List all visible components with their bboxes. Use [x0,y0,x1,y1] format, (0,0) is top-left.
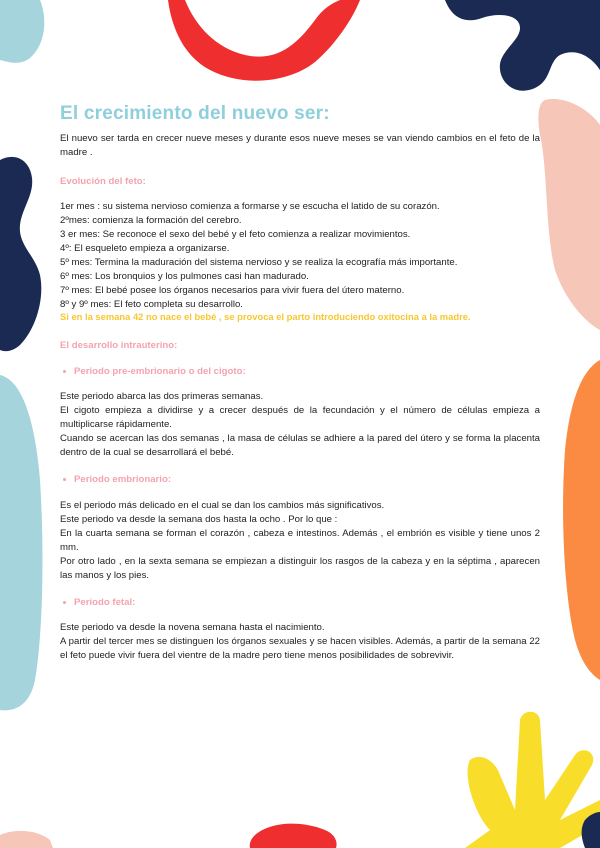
evolution-heading: Evolución del feto: [60,176,146,187]
period-2-heading [63,474,171,485]
month-6: 6º mes: Los bronquios y los pulmones casi han madurado. [60,271,309,282]
bullet-dot [63,370,66,373]
period-3-paragraph-2: A partir del tercer mes se distinguen los órganos sexuales y se hacen visibles. Además, a partir de la semana 22 el feto puede vivir fuera del vientre de la madre pero tiene menos posibilidades de sobrevivir. [60,636,540,661]
navy-top-right-shape [445,0,600,91]
month-7: 7º mes: El bebé posee los órganos necesarios para vivir fuera del útero materno. [60,285,405,296]
period-3-heading [63,597,135,608]
period-2-paragraph-1: Es el periodo más delicado en el cual se dan los cambios más significativos. [60,500,385,511]
lightblue-top-left-shape [0,0,44,63]
month-4: 4º: El esqueleto empieza a organizarse. [60,243,230,254]
period-1-paragraph-3: Cuando se acercan las dos semanas , la masa de células se adhiere a la pared del útero y se forma la placenta dentro de la cual se desarrollará el bebé. [60,433,540,458]
period-3-paragraph-1: Este periodo va desde la novena semana hasta el nacimiento. [60,622,325,633]
development-heading: El desarrollo intrauterino: [60,340,178,351]
intro-paragraph: El nuevo ser tarda en crecer nueve meses y durante esos nueve meses se van viendo cambios en el feto de la madre . [60,133,540,158]
month-1: 1er mes : su sistema nervioso comienza a formarse y se escucha el latido de su corazón. [60,201,440,212]
red-bottom-shape [250,824,337,848]
period-1-paragraph-1: Este periodo abarca las dos primeras semanas. [60,391,264,402]
month-8-9: 8º y 9º mes: El feto completa su desarrollo. [60,299,243,310]
period-2-heading-text: Periodo embrionario: [74,474,172,485]
highlight-note: Si en la semana 42 no nace el bebé , se provoca el parto introduciendo oxitocina a la madre. [60,311,471,322]
period-1-heading-text: Periodo pre-embrionario o del cigoto: [74,366,246,377]
document-title: El crecimiento del nuevo ser: [60,103,330,124]
period-2-paragraph-4: Por otro lado , en la sexta semana se empiezan a distinguir los rasgos de la cabeza y en la séptima , aparecen las manos y los pies. [60,556,540,581]
yellow-burst-shape [465,712,600,848]
period-1-heading [63,366,246,377]
peach-right-shape [538,99,600,330]
bullet-dot [63,478,66,481]
period-1-paragraph-2: El cigoto empieza a dividirse y a crecer después de la fecundación y el número de células empieza a multiplicarse rápidamente. [60,405,540,430]
month-5: 5º mes: Termina la maduración del sistema nervioso y se realiza la ecografía más importante. [60,257,458,268]
orange-right-shape [563,360,600,680]
navy-left-shape [0,157,41,351]
period-3-heading-text: Periodo fetal: [74,597,136,608]
month-2: 2ºmes: comienza la formación del cerebro. [60,215,242,226]
red-swoosh-shape [168,0,360,81]
period-2-paragraph-2: Este periodo va desde la semana dos hasta la ocho . Por lo que : [60,514,338,525]
lightblue-left-shape [0,375,42,710]
bullet-dot [63,601,66,604]
peach-bottom-left-shape [0,831,53,848]
month-3: 3 er mes: Se reconoce el sexo del bebé y el feto comienza a realizar movimientos. [60,229,411,240]
period-2-paragraph-3: En la cuarta semana se forman el corazón , cabeza e intestinos. Además , el embrión es visible y tiene unos 2 mm. [60,528,540,553]
